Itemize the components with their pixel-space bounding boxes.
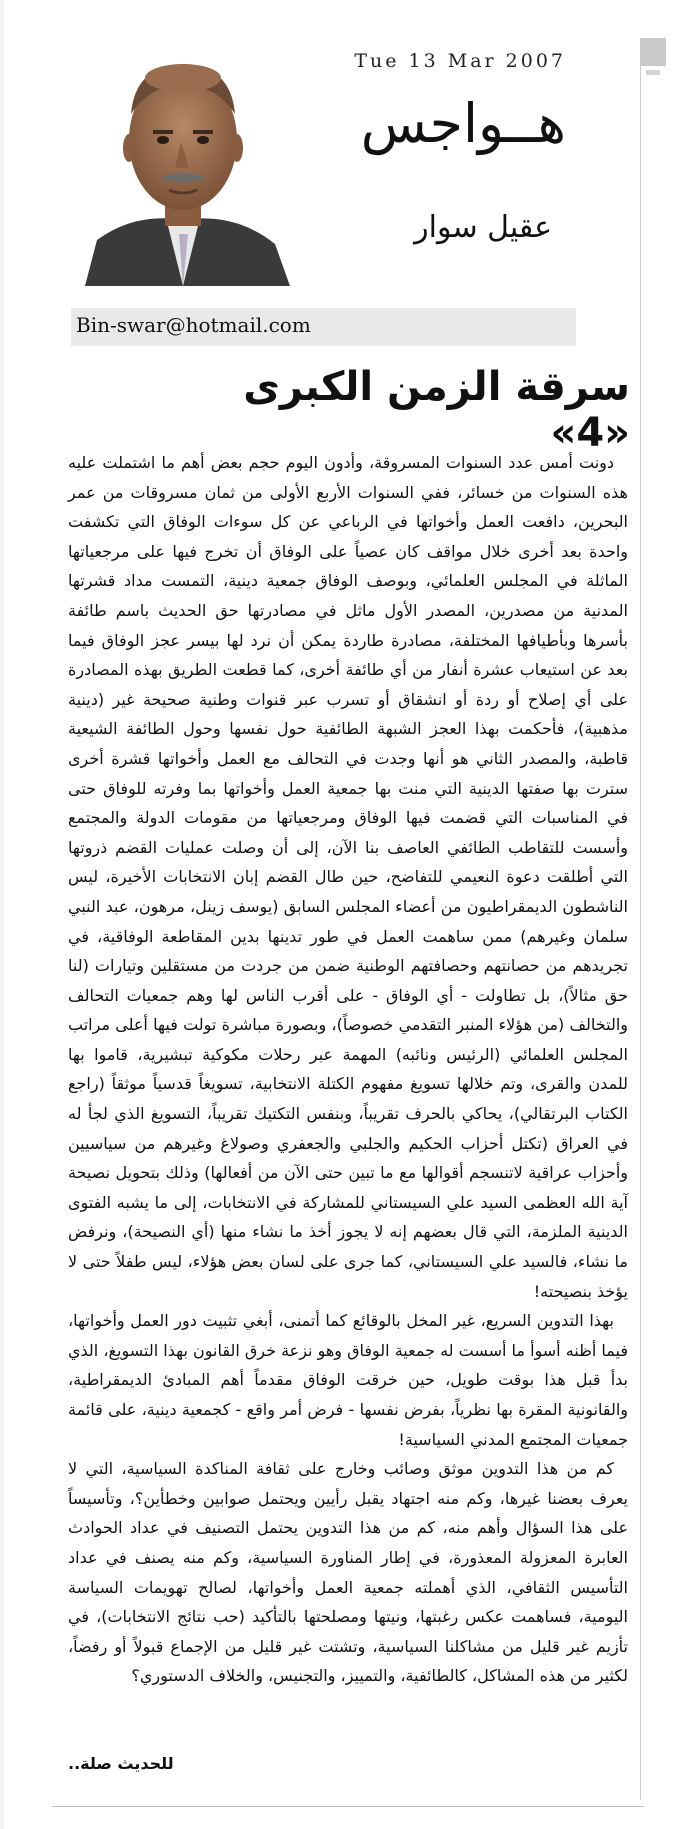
page-edge [0, 0, 4, 1829]
rail-tick [646, 70, 660, 75]
article-paragraph: دونت أمس عدد السنوات المسروقة، وأدون اليوم حجم بعض أهم ما اشتملت عليه هذه السنوات من خسائر، ففي السنوات الأربع الأولى من ثمان مسروقات من عمر البحرين، دافعت العمل وأخواتها في الرباعي عن كل سوءات الوفاق التي تكشفت واحدة بعد أخرى خلال مواقف كان عصياً على الوفاق أن تخرج فيها على مرجعياتها الماثلة في المجلس العلمائي، وبوصف الوفاق جمعية دينية، التمست مداد قشرتها المدنية من مصدرين، المصدر الأول ماثل في مصادرتها حق الحديث باسم طائفة بأسرها وبأطيافها المختلفة، مصادرة طاردة يمكن أن نرد لها بيسر عجز الوفاق فيما بعد عن استيعاب عشرة أنفار من أي طائفة أخرى، كما قطعت الطريق بهذه المصادرة على أي إصلاح أو ردة أو انشقاق أو تسرب عبر قنوات وطنية صحيحة غير (دينية مذهبية)، فأحكمت بهذا العجز الشبهة الطائفية حول نفسها وحول الطائفة الشيعية قاطبة، والمصدر الثاني هو أنها وجدت في التحالف مع العمل وأخواتها قشرة أخرى سترت بها صفتها الدينية التي منت بها جمعية العمل وأخواتها بما وفرته للوفاق حتى في المناسبات التي قضمت فيها الوفاق ومرجعياتها من مقومات الدولة والمجتمع وأسست للتقاطب الطائفي العاصف بنا الآن، إلى أن وصلت عمليات القضم ذروتها التي أطلقت دعوة النعيمي للتفاضح، حين طال القضم إبان الانتخابات الأخيرة، ليس الناشطون الديمقراطيون من أعضاء المجلس السابق (يوسف زينل، مرهون، عبد النبي سلمان وغيرهم) ممن ساهمت العمل في طور تدينها بدين المقاطعة الوفاقية، في تجريدهم من حصانتهم وحصافتهم الوطنية ضمن من جردت من مستقلين وتيارات (لنا حق مثالاً)، بل تطاولت - أي الوفاق - على أقرب الناس لها وهم جمعيات التحالف والتخالف (من هؤلاء المنبر التقدمي خصوصاً)، وبصورة مباشرة تولت فيها أعلى مراتب المجلس العلمائي (الرئيس ونائبه) المهمة عبر رحلات مكوكية تبشيرية، قاموا بها للمدن والقرى، وتم خلالها تسويغ مفهوم الكتلة الانتخابية، تسويغاً قدسياً موثقاً (راجع الكتاب البرتقالي)، يحاكي بالحرف تقريباً، وبنفس التكتيك تقريباً، التسويغ الذي لجأ له في العراق (تكتل أحزاب الحكيم والجلبي والجعفري وصولاغ وغيرهم من سياسيين وأحزاب عراقية لاتنسجم أقوالها مع ما تبين حتى الآن من أفعالها) وذلك بتحويل نصيحة آية الله العظمى السيد علي السيستاني للمشاركة في الانتخابات، إلى ما يشبه الفتوى الدينية الملزمة، التي قال بعضهم إنه لا يجوز أخذ ما نشاء منها (أي النصيحة)، ونرفض ما نشاء، فالسيد علي السيستاني، كما جرى على لسان بعض هؤلاء، ليس طفلاً حتى لا يؤخذ بنصيحته! [68, 453, 628, 1301]
article-paragraph: كم من هذا التدوين موثق وصائب وخارج على ثقافة المناكدة السياسية، التي لا يعرف بعضنا غيرها، وكم منه اجتهاد يقبل رأيين ويحتمل صوابين وخطأين؟، وتأسيساً على هذا السؤال وأهم منه، كم من هذا التدوين يحتمل التصنيف في عداد الحوادث العابرة المعزولة المعذورة، في إطار المناورة السياسية، وكم منه يصنف في عداد التأسيس الثقافي، الذي أهملته جمعية العمل وأخواتها، لصالح تهويمات السياسة اليومية، فساهمت عكس رغبتها، ونيتها ومصلحتها بالتأكيد (حب نتائج الانتخابات)، في تأزيم غير قليل من مشاكلنا السياسية، وتشتت غير قليل من الإجماع قبولاً أو رفضاً، لكثير من هذه المشاكل، كالطائفية، والتمييز، والتجنيس، والخلاف الدستوري؟ [68, 1459, 628, 1686]
bottom-divider [52, 1806, 644, 1807]
article-body [68, 448, 628, 1691]
email-bar [71, 308, 576, 346]
author-name: عقيل سوار [414, 210, 552, 245]
column-title: هــواجس [360, 92, 566, 155]
article-headline: سرقة الزمن الكبرى «4» [243, 364, 630, 456]
author-portrait [75, 44, 290, 286]
rail-block [640, 38, 666, 66]
side-rail [640, 38, 667, 1800]
article-signoff: للحديث صلة.. [68, 1754, 174, 1773]
author-email[interactable]: Bin-swar@hotmail.com [76, 313, 311, 337]
publication-date: Tue 13 Mar 2007 [354, 50, 566, 72]
article-paragraph: بهذا التدوين السريع، غير المخل بالوقائع كما أتمنى، أبغي تثبيت دور العمل وأخواتها، فيما أظنه أسوأ ما أسست له جمعية الوفاق وهو نزعة خرق القانون بهذا التسويغ، الذي بدأ قبل هذا بوقت طويل، حين خرقت الوفاق مقدماً أهم المبادئ الديمقراطية، والقانونية المقرة بها نظرياً، بفرض نفسها - فرض أمر واقع - كجمعية دينية، على قائمة جمعيات المجتمع المدني السياسية! [68, 1311, 628, 1449]
